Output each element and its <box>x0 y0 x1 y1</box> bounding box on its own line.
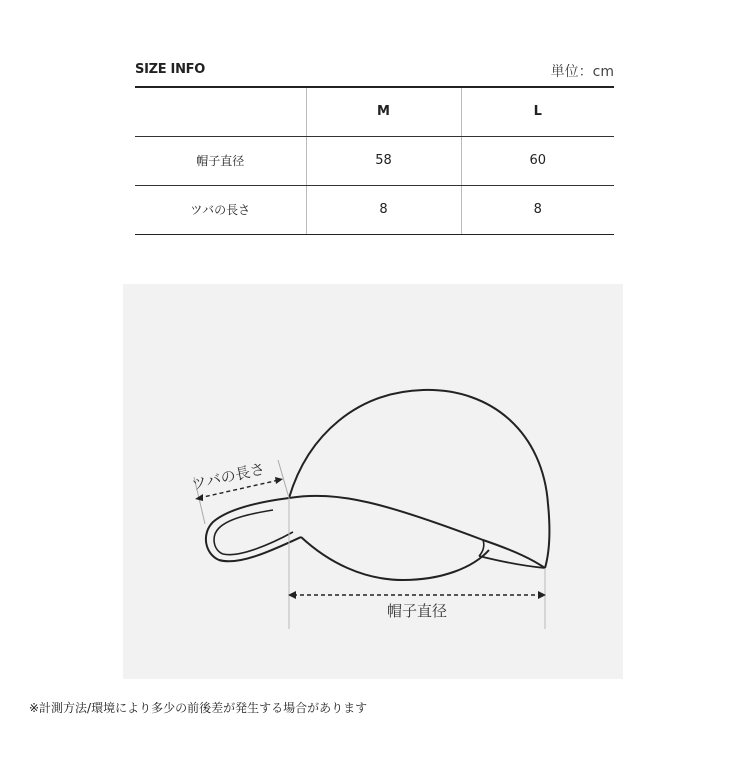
size-info-title: SIZE INFO <box>135 62 205 77</box>
row-label-diameter: 帽子直径 <box>135 136 306 185</box>
unit-label: 単位：cm <box>550 64 614 80</box>
table-row <box>135 185 614 234</box>
cell-diameter-l: 60 <box>461 136 614 185</box>
size-table <box>135 86 614 235</box>
cap-crown <box>289 390 549 568</box>
diameter-label: 帽子直径 <box>386 602 448 620</box>
cap-diagram <box>123 284 623 679</box>
brim-arrow-left <box>195 494 203 501</box>
brim-length-label: ツバの長さ <box>189 459 267 494</box>
row-label-brim: ツバの長さ <box>135 185 306 234</box>
header-cell-l: L <box>461 87 614 136</box>
cell-diameter-m: 58 <box>306 136 461 185</box>
cap-illustration <box>123 284 623 679</box>
table-row <box>135 136 614 185</box>
cell-brim-m: 8 <box>306 185 461 234</box>
header-cell-empty <box>135 87 306 136</box>
header-cell-m: M <box>306 87 461 136</box>
measurement-note: ※計測方法/環境により多少の前後差が発生する場合があります <box>29 701 368 715</box>
cell-brim-l: 8 <box>461 185 614 234</box>
table-header-row <box>135 87 614 136</box>
brim-arrow-right <box>275 477 283 484</box>
